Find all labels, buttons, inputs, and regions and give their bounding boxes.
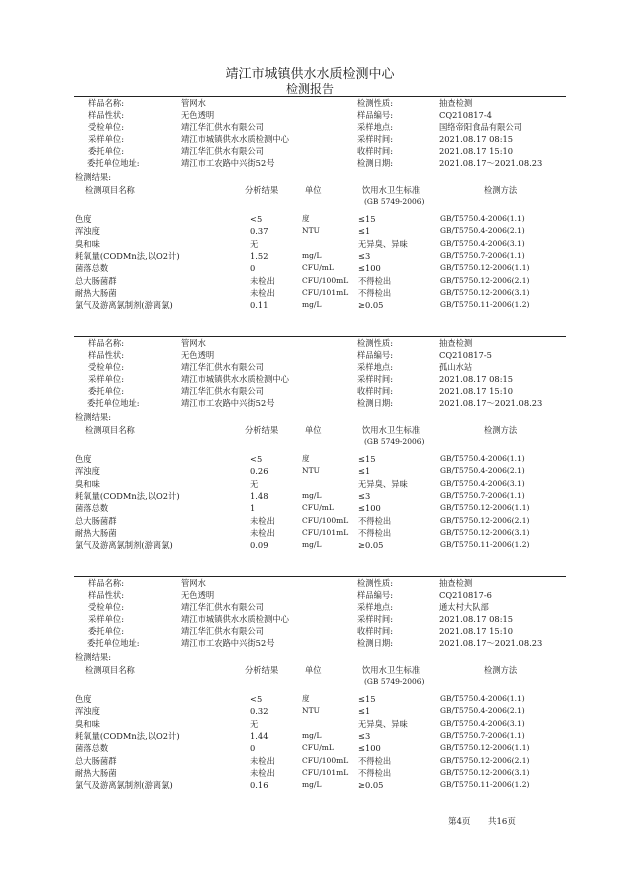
result-value: 未检出 (250, 767, 275, 778)
item-name: 耗氧量(CODMn法,以O2计) (75, 490, 180, 501)
standard-value: 不得检出 (358, 287, 392, 298)
item-name: 浑浊度 (75, 706, 100, 717)
item-name: 菌落总数 (75, 743, 109, 754)
sampling-time-value: 2021.08.17 08:15 (439, 374, 514, 384)
unit-value: CFU/mL (302, 503, 334, 513)
label-sampling-unit: 采样单位: (88, 614, 124, 624)
entrusted-unit-value: 靖江华汇供水有限公司 (181, 362, 264, 372)
method-value: GB/T5750.12-2006(1.1) (440, 503, 530, 513)
results-heading: 检测结果: (75, 652, 111, 662)
unit-value: CFU/101mL (302, 287, 349, 297)
standard-value: 不得检出 (358, 767, 392, 778)
label-entrusted-unit: 受检单位: (88, 602, 124, 612)
item-name: 氯气及游离氯制剂(游离氯) (75, 540, 173, 551)
item-name: 臭和味 (75, 238, 100, 249)
entrusted-unit-value: 靖江华汇供水有限公司 (181, 602, 264, 612)
item-name: 浑浊度 (75, 466, 100, 477)
results-heading: 检测结果: (75, 172, 111, 182)
standard-value: ≤15 (358, 214, 376, 224)
sample-traits-value: 无色透明 (181, 590, 215, 600)
item-name: 总大肠菌群 (75, 515, 117, 526)
label-entrusted-unit: 受检单位: (88, 122, 124, 132)
standard-value: 无异臭、异味 (358, 718, 408, 729)
standard-value: ≤100 (358, 743, 381, 754)
standard-value: ≤1 (358, 706, 371, 717)
label-sample-no: 样品编号: (357, 350, 393, 360)
method-value: GB/T5750.7-2006(1.1) (440, 490, 525, 500)
label-test-date: 检测日期: (357, 398, 393, 408)
results-heading: 检测结果: (75, 412, 111, 422)
unit-value: CFU/100mL (302, 755, 349, 765)
col-unit-header: 单位 (305, 185, 322, 195)
col-method-header: 检测方法 (484, 665, 518, 675)
result-value: 1.44 (250, 730, 269, 741)
sampling-site-value: 通太村大队部 (439, 602, 489, 612)
page-total: 共16页 (488, 817, 516, 827)
result-value: 无 (250, 238, 259, 249)
result-value: 未检出 (250, 287, 275, 298)
method-value: GB/T5750.11-2006(1.2) (440, 300, 530, 310)
standard-value: ≤3 (358, 250, 371, 261)
standard-value: ≤100 (358, 503, 381, 514)
standard-value: 不得检出 (358, 275, 392, 286)
standard-value: ≤15 (358, 694, 376, 704)
method-value: GB/T5750.12-2006(1.1) (440, 263, 530, 273)
col-standard-header: 饮用水卫生标准 (362, 185, 421, 195)
result-value: 0.26 (250, 466, 269, 477)
label-sample-name: 样品名称: (88, 98, 124, 108)
col-unit-header: 单位 (305, 425, 322, 435)
label-sampling-time: 采样时间: (357, 614, 393, 624)
sampling-unit-value: 靖江市城镇供水水质检测中心 (181, 134, 289, 144)
item-name: 耗氧量(CODMn法,以O2计) (75, 730, 180, 741)
item-name: 总大肠菌群 (75, 755, 117, 766)
method-value: GB/T5750.4-2006(2.1) (440, 466, 525, 476)
result-value: 未检出 (250, 275, 275, 286)
result-value: 1.52 (250, 250, 269, 261)
label-receive-time: 收样时间: (357, 626, 393, 636)
label-sampling-time: 采样时间: (357, 374, 393, 384)
label-sampling-site: 采样地点: (357, 362, 393, 372)
sample-name-value: 管网水 (181, 578, 206, 588)
result-value: 0.11 (250, 300, 269, 311)
method-value: GB/T5750.4-2006(2.1) (440, 706, 525, 716)
receive-time-value: 2021.08.17 15:10 (439, 626, 514, 636)
method-value: GB/T5750.4-2006(3.1) (440, 478, 525, 488)
label-sample-no: 样品编号: (357, 110, 393, 120)
item-name: 色度 (75, 694, 92, 704)
item-name: 耐热大肠菌 (75, 767, 117, 778)
unit-value: mg/L (302, 250, 322, 260)
label-client-unit: 委托单位: (88, 386, 124, 396)
unit-value: mg/L (302, 730, 322, 740)
result-value: <5 (250, 214, 263, 224)
method-value: GB/T5750.7-2006(1.1) (440, 250, 525, 260)
standard-value: 无异臭、异味 (358, 478, 408, 489)
item-name: 氯气及游离氯制剂(游离氯) (75, 780, 173, 791)
col-standard-code: (GB 5749-2006) (364, 437, 425, 446)
result-value: 0.32 (250, 706, 269, 717)
unit-value: 度 (302, 454, 310, 463)
standard-value: ≤3 (358, 730, 371, 741)
label-client-address: 委托单位地址: (87, 638, 140, 648)
standard-value: 不得检出 (358, 755, 392, 766)
client-address-value: 靖江市工农路中兴街52号 (181, 158, 275, 168)
label-sampling-site: 采样地点: (357, 122, 393, 132)
sample-name-value: 管网水 (181, 338, 206, 348)
method-value: GB/T5750.12-2006(2.1) (440, 275, 530, 285)
result-value: <5 (250, 454, 263, 464)
item-name: 耗氧量(CODMn法,以O2计) (75, 250, 180, 261)
method-value: GB/T5750.12-2006(2.1) (440, 515, 530, 525)
result-value: 未检出 (250, 755, 275, 766)
label-sampling-site: 采样地点: (357, 602, 393, 612)
label-sample-name: 样品名称: (88, 338, 124, 348)
inspection-nature-value: 抽查检测 (439, 578, 473, 588)
label-sample-no: 样品编号: (357, 590, 393, 600)
unit-value: mg/L (302, 490, 322, 500)
method-value: GB/T5750.4-2006(1.1) (440, 694, 525, 703)
standard-value: ≤100 (358, 263, 381, 274)
client-unit-value: 靖江华汇供水有限公司 (181, 386, 264, 396)
unit-value: NTU (302, 706, 320, 716)
unit-value: NTU (302, 466, 320, 476)
client-unit-value: 靖江华汇供水有限公司 (181, 146, 264, 156)
result-value: 无 (250, 718, 259, 729)
col-standard-code: (GB 5749-2006) (364, 197, 425, 206)
item-name: 菌落总数 (75, 263, 109, 274)
standard-value: 不得检出 (358, 515, 392, 526)
col-unit-header: 单位 (305, 665, 322, 675)
unit-value: mg/L (302, 780, 322, 790)
unit-value: 度 (302, 214, 310, 223)
label-receive-time: 收样时间: (357, 146, 393, 156)
sample-traits-value: 无色透明 (181, 110, 215, 120)
receive-time-value: 2021.08.17 15:10 (439, 146, 514, 156)
method-value: GB/T5750.11-2006(1.2) (440, 540, 530, 550)
result-value: 无 (250, 478, 259, 489)
label-sampling-time: 采样时间: (357, 134, 393, 144)
method-value: GB/T5750.12-2006(3.1) (440, 527, 530, 537)
unit-value: 度 (302, 694, 310, 703)
standard-value: ≤15 (358, 454, 376, 464)
standard-value: ≥0.05 (358, 540, 384, 551)
result-value: 1 (250, 503, 256, 514)
label-client-address: 委托单位地址: (87, 398, 140, 408)
col-item-header: 检测项目名称 (85, 425, 135, 435)
method-value: GB/T5750.7-2006(1.1) (440, 730, 525, 740)
unit-value: NTU (302, 226, 320, 236)
method-value: GB/T5750.4-2006(3.1) (440, 718, 525, 728)
sample-traits-value: 无色透明 (181, 350, 215, 360)
sample-no-value: CQ210817-4 (439, 110, 492, 120)
receive-time-value: 2021.08.17 15:10 (439, 386, 514, 396)
standard-value: ≥0.05 (358, 300, 384, 311)
sampling-unit-value: 靖江市城镇供水水质检测中心 (181, 374, 289, 384)
label-sampling-unit: 采样单位: (88, 374, 124, 384)
sampling-site-value: 国络帝阳食品有限公司 (439, 122, 522, 132)
test-date-value: 2021.08.17～2021.08.23 (439, 398, 543, 408)
sampling-time-value: 2021.08.17 08:15 (439, 614, 514, 624)
result-value: 0 (250, 263, 256, 274)
standard-value: 无异臭、异味 (358, 238, 408, 249)
col-result-header: 分析结果 (245, 425, 279, 435)
report-title: 靖江市城镇供水水质检测中心 (225, 67, 395, 82)
method-value: GB/T5750.4-2006(2.1) (440, 226, 525, 236)
result-value: 0.16 (250, 780, 269, 791)
method-value: GB/T5750.4-2006(1.1) (440, 454, 525, 463)
label-sample-traits: 样品性状: (88, 110, 124, 120)
label-sample-name: 样品名称: (88, 578, 124, 588)
label-sample-traits: 样品性状: (88, 350, 124, 360)
item-name: 色度 (75, 454, 92, 464)
col-result-header: 分析结果 (245, 665, 279, 675)
unit-value: mg/L (302, 300, 322, 310)
label-client-address: 委托单位地址: (87, 158, 140, 168)
result-value: 0.09 (250, 540, 269, 551)
test-date-value: 2021.08.17～2021.08.23 (439, 638, 543, 648)
label-inspection-nature: 检测性质: (357, 338, 393, 348)
item-name: 菌落总数 (75, 503, 109, 514)
sample-name-value: 管网水 (181, 98, 206, 108)
result-value: 未检出 (250, 527, 275, 538)
result-value: 1.48 (250, 490, 269, 501)
label-inspection-nature: 检测性质: (357, 578, 393, 588)
item-name: 色度 (75, 214, 92, 224)
result-value: 0 (250, 743, 256, 754)
col-standard-header: 饮用水卫生标准 (362, 665, 421, 675)
entrusted-unit-value: 靖江华汇供水有限公司 (181, 122, 264, 132)
item-name: 臭和味 (75, 718, 100, 729)
standard-value: ≤3 (358, 490, 371, 501)
label-test-date: 检测日期: (357, 638, 393, 648)
method-value: GB/T5750.12-2006(3.1) (440, 287, 530, 297)
col-result-header: 分析结果 (245, 185, 279, 195)
page-number: 第4页 (448, 817, 471, 827)
sampling-site-value: 孤山水站 (439, 362, 473, 372)
method-value: GB/T5750.4-2006(1.1) (440, 214, 525, 223)
item-name: 耐热大肠菌 (75, 287, 117, 298)
col-standard-header: 饮用水卫生标准 (362, 425, 421, 435)
label-sampling-unit: 采样单位: (88, 134, 124, 144)
client-address-value: 靖江市工农路中兴街52号 (181, 398, 275, 408)
result-value: 0.37 (250, 226, 269, 237)
sampling-unit-value: 靖江市城镇供水水质检测中心 (181, 614, 289, 624)
sample-no-value: CQ210817-6 (439, 590, 492, 600)
sampling-time-value: 2021.08.17 08:15 (439, 134, 514, 144)
standard-value: ≤1 (358, 226, 371, 237)
unit-value: CFU/101mL (302, 767, 349, 777)
label-sample-traits: 样品性状: (88, 590, 124, 600)
client-address-value: 靖江市工农路中兴街52号 (181, 638, 275, 648)
label-receive-time: 收样时间: (357, 386, 393, 396)
result-value: <5 (250, 694, 263, 704)
section-divider (74, 576, 566, 577)
title-rule (74, 96, 566, 97)
unit-value: CFU/100mL (302, 275, 349, 285)
unit-value: CFU/101mL (302, 527, 349, 537)
report-subtitle: 检测报告 (285, 82, 334, 96)
item-name: 氯气及游离氯制剂(游离氯) (75, 300, 173, 311)
col-item-header: 检测项目名称 (85, 665, 135, 675)
label-client-unit: 委托单位: (88, 146, 124, 156)
col-method-header: 检测方法 (484, 425, 518, 435)
method-value: GB/T5750.12-2006(1.1) (440, 743, 530, 753)
label-inspection-nature: 检测性质: (357, 98, 393, 108)
unit-value: mg/L (302, 540, 322, 550)
method-value: GB/T5750.12-2006(2.1) (440, 755, 530, 765)
col-method-header: 检测方法 (484, 185, 518, 195)
inspection-nature-value: 抽查检测 (439, 338, 473, 348)
result-value: 未检出 (250, 515, 275, 526)
section-divider (74, 336, 566, 337)
col-standard-code: (GB 5749-2006) (364, 677, 425, 686)
sample-no-value: CQ210817-5 (439, 350, 492, 360)
method-value: GB/T5750.4-2006(3.1) (440, 238, 525, 248)
unit-value: CFU/mL (302, 263, 334, 273)
standard-value: ≤1 (358, 466, 371, 477)
label-entrusted-unit: 受检单位: (88, 362, 124, 372)
col-item-header: 检测项目名称 (85, 185, 135, 195)
client-unit-value: 靖江华汇供水有限公司 (181, 626, 264, 636)
item-name: 臭和味 (75, 478, 100, 489)
label-client-unit: 委托单位: (88, 626, 124, 636)
item-name: 浑浊度 (75, 226, 100, 237)
unit-value: CFU/mL (302, 743, 334, 753)
unit-value: CFU/100mL (302, 515, 349, 525)
standard-value: ≥0.05 (358, 780, 384, 791)
test-date-value: 2021.08.17～2021.08.23 (439, 158, 543, 168)
method-value: GB/T5750.12-2006(3.1) (440, 767, 530, 777)
inspection-nature-value: 抽查检测 (439, 98, 473, 108)
method-value: GB/T5750.11-2006(1.2) (440, 780, 530, 790)
label-test-date: 检测日期: (357, 158, 393, 168)
item-name: 总大肠菌群 (75, 275, 117, 286)
standard-value: 不得检出 (358, 527, 392, 538)
item-name: 耐热大肠菌 (75, 527, 117, 538)
